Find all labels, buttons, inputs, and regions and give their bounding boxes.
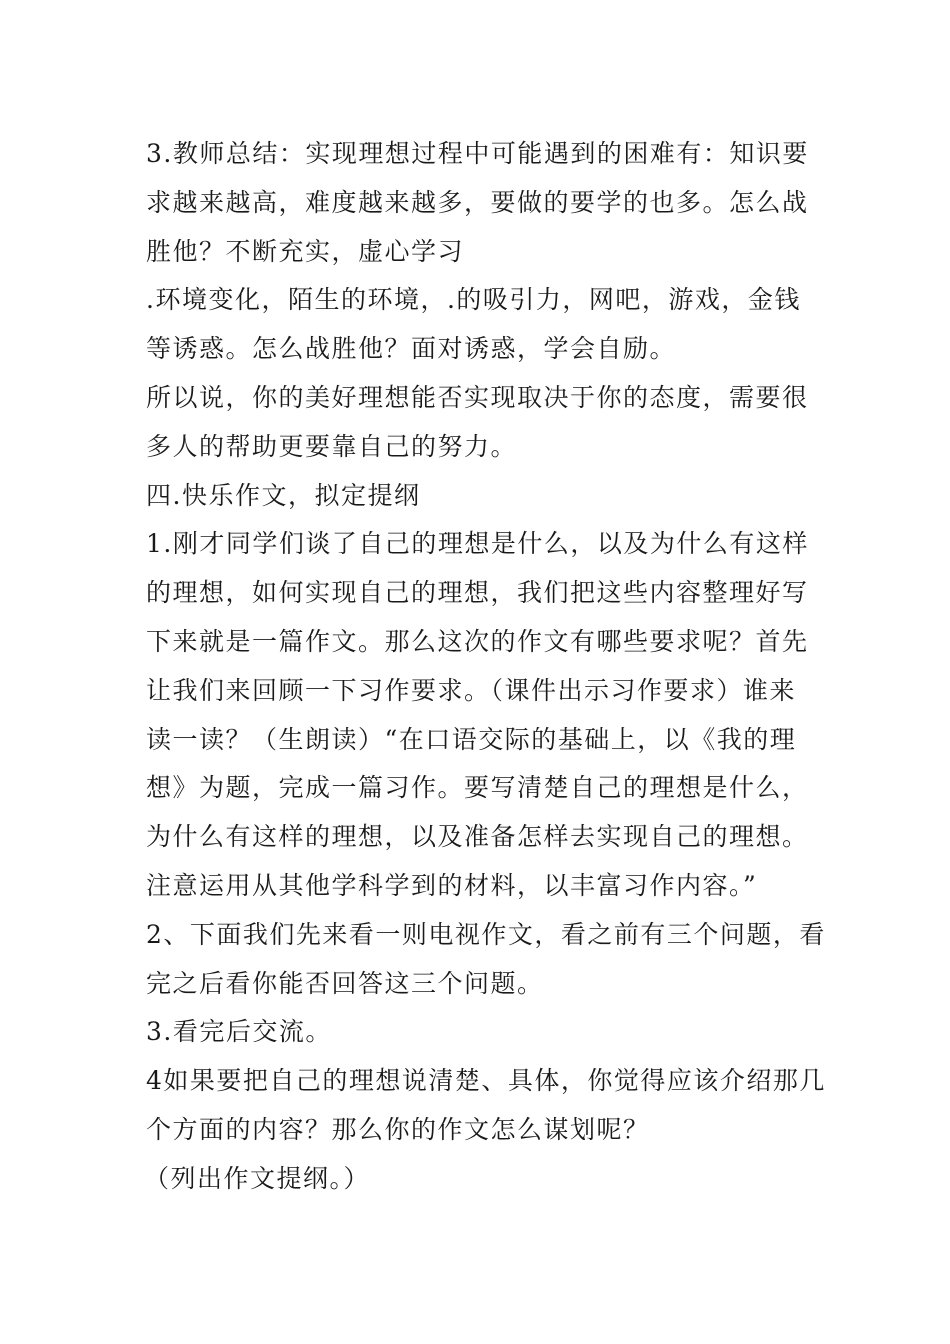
text-line-7: 多人的帮助更要靠自己的努力。 [146, 431, 518, 461]
text-line-21: 个方面的内容？那么你的作文怎么谋划呢？ [146, 1114, 650, 1144]
text-line-10: 的理想，如何实现自己的理想，我们把这些内容整理好写 [146, 578, 809, 608]
text-line-20: 4如果要把自己的理想说清楚、具体，你觉得应该介绍那几 [146, 1066, 826, 1096]
text-line-5: 等诱惑。怎么战胜他？面对诱惑，学会自励。 [146, 334, 677, 364]
text-line-15: 为什么有这样的理想，以及准备怎样去实现自己的理想。 [146, 822, 809, 852]
section-heading: 四.快乐作文，拟定提纲 [146, 480, 421, 510]
text-line-12: 让我们来回顾一下习作要求。（课件出示习作要求）谁来 [146, 675, 797, 705]
text-line-2: 求越来越高，难度越来越多，要做的要学的也多。怎么战 [146, 187, 809, 217]
text-line-19: 3.看完后交流。 [146, 1017, 332, 1047]
text-line-6: 所以说，你的美好理想能否实现取决于你的态度，需要很 [146, 382, 809, 412]
document-body [144, 130, 826, 1204]
text-line-18: 完之后看你能否回答这三个问题。 [146, 968, 544, 998]
text-line-3: 胜他？不断充实，虚心学习 [146, 236, 465, 266]
text-line-14: 想》为题，完成一篇习作。要写清楚自己的理想是什么， [146, 773, 809, 803]
text-line-1: 3.教师总结：实现理想过程中可能遇到的困难有：知识要 [146, 139, 809, 168]
text-line-17: 2、下面我们先来看一则电视作文，看之前有三个问题，看 [146, 919, 826, 949]
text-line-13: 读一读？（生朗读）“在口语交际的基础上，以《我的理 [146, 724, 797, 754]
text-line-22: （列出作文提纲。） [144, 1163, 371, 1193]
text-line-16: 注意运用从其他学科学到的材料，以丰富习作内容。” [146, 870, 758, 900]
text-line-11: 下来就是一篇作文。那么这次的作文有哪些要求呢？首先 [146, 626, 809, 656]
text-line-4: .环境变化，陌生的环境，.的吸引力，网吧，游戏，金钱 [146, 285, 801, 315]
text-line-9: 1.刚才同学们谈了自己的理想是什么，以及为什么有这样 [146, 529, 809, 559]
